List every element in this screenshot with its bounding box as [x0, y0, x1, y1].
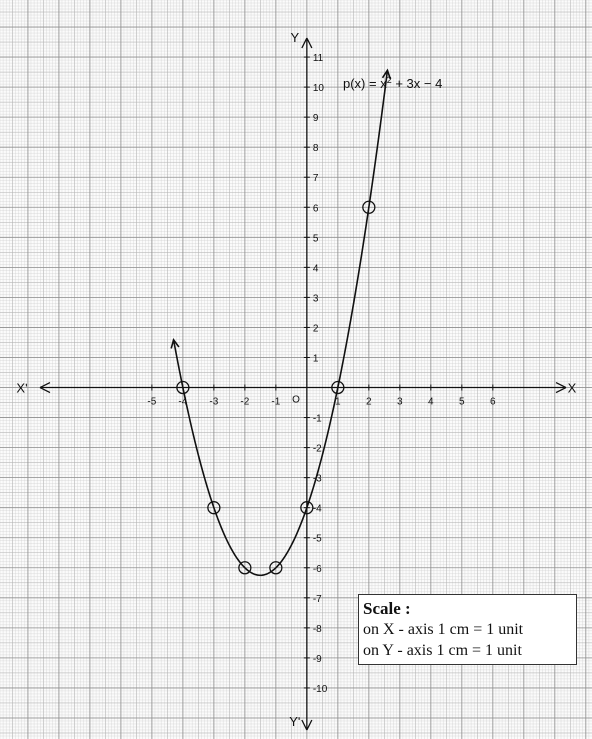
equation-prefix: p(x) = x [343, 76, 387, 91]
y-axis-negative-label: Yʹ [289, 714, 301, 729]
x-axis-negative-label: Xʹ [16, 380, 28, 396]
x-tick-label: -3 [209, 396, 219, 408]
y-tick-label: -4 [312, 503, 322, 515]
y-tick-label: 5 [312, 233, 319, 245]
x-tick-label: -4 [178, 396, 188, 408]
scale-title: Scale : [363, 599, 411, 618]
y-tick-label: 2 [312, 323, 319, 335]
y-tick-label: -3 [312, 473, 322, 485]
y-tick-label: 4 [312, 263, 319, 275]
x-tick-label: 2 [366, 396, 372, 408]
labels [343, 75, 442, 91]
y-tick-label: 1 [312, 353, 319, 365]
scale-x-line: on X - axis 1 cm = 1 unit [363, 621, 524, 638]
y-tick-label: 9 [312, 113, 319, 125]
y-tick-label: 3 [312, 293, 319, 305]
y-tick-label: -8 [312, 623, 322, 635]
y-tick-label: 6 [312, 203, 319, 215]
y-tick-label: -1 [312, 413, 322, 425]
y-tick-label: -2 [312, 443, 322, 455]
y-tick-label: -5 [312, 533, 322, 545]
scale-y-line: on Y - axis 1 cm = 1 unit [363, 642, 522, 659]
x-tick-label: -1 [271, 396, 281, 408]
x-tick-label: -5 [147, 396, 157, 408]
x-tick-label: -2 [240, 396, 250, 408]
x-tick-label: 4 [428, 396, 434, 408]
y-tick-label: -7 [312, 593, 322, 605]
y-tick-label: 8 [312, 143, 319, 155]
equation-exponent: 2 [386, 75, 392, 85]
equation-label [343, 75, 442, 91]
x-tick-label: 3 [397, 396, 403, 408]
y-tick-label: -9 [312, 653, 322, 665]
x-axis-label: X [567, 380, 577, 396]
y-tick-label: 10 [312, 83, 324, 95]
y-tick-label: 7 [312, 173, 319, 185]
y-tick-label: -10 [312, 683, 328, 695]
x-tick-label: 1 [335, 396, 341, 408]
origin-label: O [292, 394, 300, 406]
x-tick-label: 5 [459, 396, 465, 408]
equation-suffix: + 3x − 4 [391, 76, 443, 91]
y-axis-label: Y [290, 30, 300, 45]
y-tick-label: -6 [312, 563, 322, 575]
x-tick-label: 6 [490, 396, 496, 408]
y-tick-label: 11 [312, 53, 324, 65]
scale-box [358, 594, 577, 665]
